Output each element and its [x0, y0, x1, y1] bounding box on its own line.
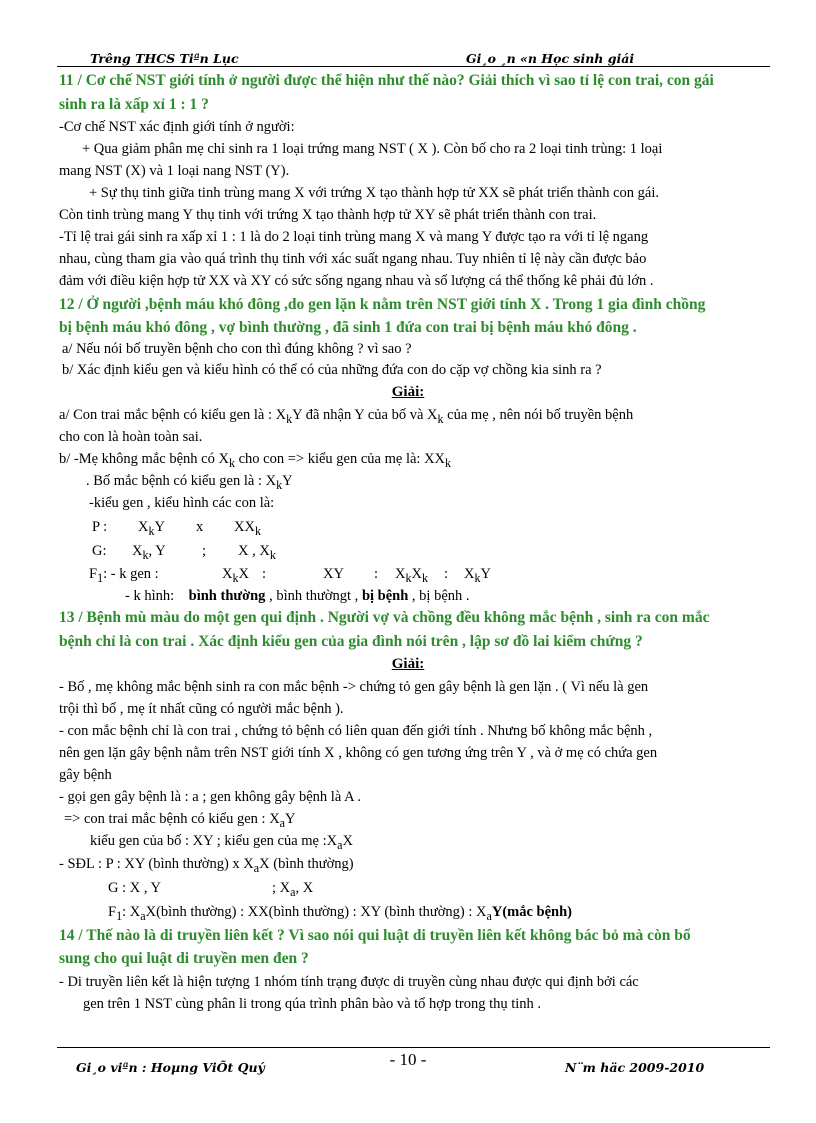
question-12-part-a: a/ Nếu nói bố truyền bệnh cho con thì đúng không ? vì sao ? — [62, 341, 412, 357]
answer-line: => con trai mắc bệnh có kiểu gen : $X_aY$ — [64, 811, 296, 830]
footer-divider — [57, 1047, 770, 1048]
answer-line: Còn tinh trùng mang Y thụ tinh với trứng X tạo thành hợp tử XY sẽ phát triển thành con trai. — [59, 207, 597, 223]
answer-line: + Sự thụ tinh giữa tinh trùng mang X với trứng X tạo thành hợp tử XX sẽ phát triển thành con gái. — [89, 185, 660, 201]
answer-line: cho con là hoàn toàn sai. — [59, 429, 203, 445]
question-14-line-1: 14 / Thế nào là di truyền liên kết ? Vì sao nói qui luật di truyền liên kết không bác bỏ mà còn bổ — [59, 927, 691, 944]
solution-heading: Giải: — [391, 384, 425, 400]
answer-line: b/ -Mẹ không mắc bệnh có $X_k$ cho con => kiểu gen của mẹ là: $XX_k$ — [59, 451, 452, 470]
cross-g-father: $X_k$, Y — [132, 543, 166, 562]
footer-teacher: Gi¸o viªn : Hoµng ViÕt Quý — [76, 1060, 265, 1075]
cross-p-mother: $XX_k$ — [234, 519, 261, 538]
answer-line: mang NST (X) và 1 loại nang NST (Y). — [59, 163, 290, 179]
header-divider — [57, 66, 770, 67]
cross-f1-genotype: $F_1$: - k gen : — [89, 566, 159, 585]
genotype-2: XY — [323, 566, 344, 582]
question-11-line-2: sinh ra là xấp xỉ 1 : 1 ? — [59, 96, 209, 113]
genotype-3: $X_kX_k$ — [395, 566, 429, 585]
answer-line: a/ Con trai mắc bệnh có kiểu gen là : $X_kY$ đã nhận Y của bố và $X_k$ của mẹ , nên nói bố truyền bệnh — [59, 407, 634, 426]
cross-13-g-mother: ; $X_a$, X — [272, 880, 314, 899]
question-13-line-2: bệnh chỉ là con trai . Xác định kiểu gen của gia đình nói trên , lập sơ đồ lai kiểm chứng ? — [59, 633, 643, 650]
question-12-part-b: b/ Xác định kiểu gen và kiểu hình có thể có của những đứa con do cặp vợ chồng kia sinh ra ? — [62, 362, 602, 378]
question-12-line-2: bị bệnh máu khó đông , vợ bình thường , đã sinh 1 đứa con trai bị bệnh máu khó đông . — [59, 319, 637, 336]
answer-line: gây bệnh — [59, 767, 112, 783]
phenotype-row: - k hình: bình thường , bình thườngt , bị bệnh , bị bệnh . — [125, 588, 470, 604]
answer-line: kiểu gen của bố : XY ; kiểu gen của mẹ $:X_aX$ — [90, 833, 353, 852]
answer-line: - con mắc bệnh chỉ là con trai , chứng tỏ bệnh có liên quan đến giới tính . Nhưng bố không mắc bệnh , — [59, 723, 653, 739]
cross-g-sep: ; — [202, 543, 207, 559]
cross-13-f1: $F_1$: $X_aX(bình$ thường) : XX(bình thường) : XY (bình thường) : $X_aY(mắc$ bệnh) — [108, 904, 573, 923]
genotype-1: $X_kX$ — [222, 566, 250, 585]
cross-13-p: - SĐL : P : XY (bình thường) x $X_aX$ (bình thường) — [59, 856, 354, 875]
cross-g-mother: X , $X_k$ — [238, 543, 276, 562]
answer-line: -kiểu gen , kiểu hình các con là: — [89, 495, 275, 511]
cross-p-father: $X_kY$ — [138, 519, 166, 538]
cross-p-x: x — [196, 519, 204, 535]
header-school: Trêng THCS Tiªn Lục — [90, 51, 239, 66]
question-12-line-1: 12 / Ở người ,bệnh máu khó đông ,do gen lặn k nằm trên NST giới tính X . Trong 1 gia đình chồng — [59, 296, 706, 313]
sep: : — [374, 566, 379, 582]
answer-line: -Cơ chế NST xác định giới tính ở người: — [59, 119, 295, 135]
cross-p-label: P : — [92, 519, 108, 535]
answer-line: -Tỉ lệ trai gái sinh ra xấp xỉ 1 : 1 là do 2 loại tinh trùng mang X và mang Y được tạo ra với tỉ lệ ngang — [59, 229, 649, 245]
answer-line: . Bố mắc bệnh có kiểu gen là : $X_kY$ — [86, 473, 293, 492]
answer-line: nên gen lặn gây bệnh nằm trên NST giới tính X , không có gen tương ứng trên Y , và ở mẹ có chứa gen — [59, 745, 658, 761]
page-number: - 10 - — [389, 1050, 427, 1069]
sep: : — [444, 566, 449, 582]
solution-heading: Giải: — [391, 656, 425, 672]
cross-13-g-father: G : X , Y — [108, 880, 162, 896]
question-13-line-1: 13 / Bệnh mù màu do một gen qui định . Người vợ và chồng đều không mắc bệnh , sinh ra con mắc — [59, 609, 710, 626]
answer-line: nhau, cùng tham gia vào quá trình thụ tinh với xác suất ngang nhau. Tuy nhiên tỉ lệ này cần được bảo — [59, 251, 647, 267]
answer-line: - Di truyền liên kết là hiện tượng 1 nhóm tính trạng được di truyền cùng nhau được qui định bởi các — [59, 974, 639, 990]
answer-line: - Bố , mẹ không mắc bệnh sinh ra con mắc bệnh -> chứng tỏ gen gây bệnh là gen lặn . ( Vì nếu là gen — [59, 679, 649, 695]
answer-line: - gọi gen gây bệnh là : a ; gen không gây bệnh là A . — [59, 789, 362, 805]
question-11-line-1: 11 / Cơ chế NST giới tính ở người được thể hiện như thế nào? Giải thích vì sao tỉ lệ con trai, con gái — [59, 72, 714, 89]
answer-line: + Qua giảm phân mẹ chỉ sinh ra 1 loại trứng mang NST ( X ). Còn bố cho ra 2 loại tinh trùng: 1 loại — [82, 141, 663, 157]
answer-line: gen trên 1 NST cùng phân li trong qúa trình phân bào và tổ hợp trong thụ tinh . — [83, 996, 542, 1012]
header-title: Gi¸o ¸n «n Học sinh giái — [466, 51, 635, 66]
answer-line: đảm với điều kiện hợp tử XX và XY có sức sống ngang nhau và số lượng cá thể thống kê phải đủ lớn . — [59, 273, 654, 289]
cross-g-label: G: — [92, 543, 107, 559]
sep: : — [262, 566, 267, 582]
genotype-4: $X_kY$ — [464, 566, 492, 585]
question-14-line-2: sung cho qui luật di truyền men đen ? — [59, 950, 309, 967]
footer-school-year: N¨m häc 2009-2010 — [565, 1060, 705, 1075]
answer-line: trội thì bố , mẹ ít nhất cũng có người mắc bệnh ). — [59, 701, 344, 717]
